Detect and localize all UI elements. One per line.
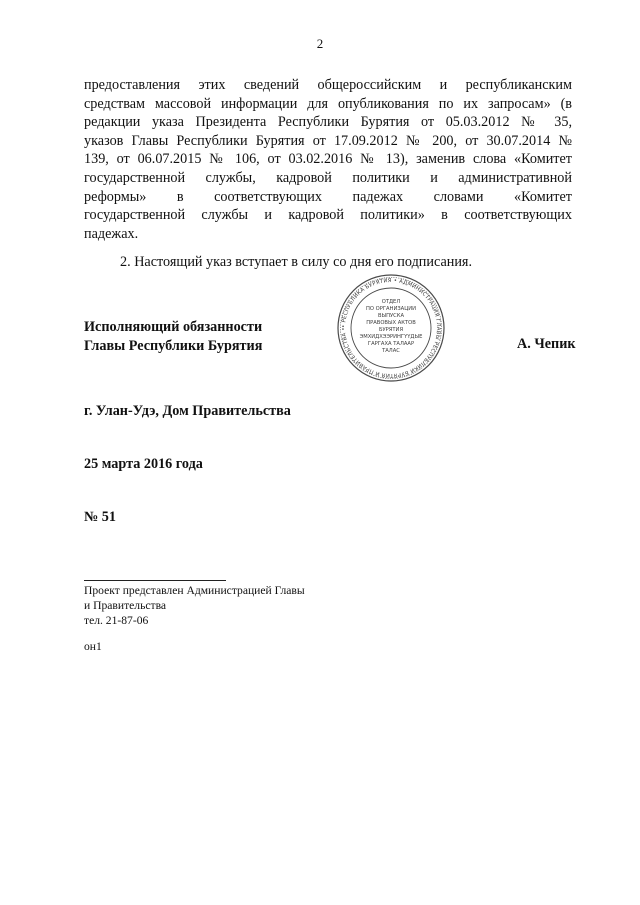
paragraph-line: государственной службы и кадровой политики» в соответствующих xyxy=(84,207,572,224)
stamp-inner-line: ПРАВОВЫХ АКТОВ xyxy=(366,320,416,326)
stamp-inner-line: ТАЛАС xyxy=(382,348,400,354)
footnote xyxy=(84,583,305,628)
paragraph-line: предоставления этих сведений общероссийским и республиканским xyxy=(84,77,572,93)
paragraph-line: редакции указа Президента Республики Бурятия от 05.03.2012 № 35, xyxy=(84,114,572,131)
document-date: 25 марта 2016 года xyxy=(84,456,203,472)
stamp-inner-line: БУРЯТИЯ xyxy=(378,327,404,333)
paragraph-line: средствам массовой информации для опубликования по их запросам» (в xyxy=(84,95,572,112)
paragraph-line: падежах. xyxy=(84,225,139,242)
footnote-line-1: Проект представлен Администрацией Главы xyxy=(84,584,305,597)
document-number: № 51 xyxy=(84,509,116,525)
signatory-title xyxy=(84,318,262,356)
signatory-title-line-1: Исполняющий обязанности xyxy=(84,319,263,335)
place-of-signing: г. Улан-Удэ, Дом Правительства xyxy=(84,403,291,419)
body-paragraph-1 xyxy=(84,76,572,243)
paragraph-line: 139, от 06.07.2015 № 106, от 03.02.2016 № 13), заменив слова «Комитет xyxy=(84,151,572,168)
stamp-inner-line: ЭМХИДХЭЭРИНГҮҮДЫЕ xyxy=(359,334,423,340)
paragraph-line: государственной службы, кадровой политики и административной xyxy=(84,169,572,186)
stamp-inner-line: ГАРГАХА ТАЛААР xyxy=(367,341,415,347)
document-code: он1 xyxy=(84,640,102,653)
page-number: 2 xyxy=(316,36,324,51)
paragraph-line: указов Главы Республики Бурятия от 17.09.2012 № 200, от 30.07.2014 № xyxy=(84,132,572,149)
footnote-line-2: и Правительства xyxy=(84,599,167,612)
stamp-inner-line: ВЫПУСКА xyxy=(377,313,405,319)
footnote-phone: тел. 21-87-06 xyxy=(84,614,149,627)
official-stamp xyxy=(336,273,446,383)
signatory-title-line-2: Главы Республики Бурятия xyxy=(84,338,263,354)
body-paragraph-2: 2. Настоящий указ вступает в силу со дня его подписания. xyxy=(120,254,473,270)
paragraph-line: реформы» в соответствующих падежах словами «Комитет xyxy=(84,188,572,205)
signatory-name: А. Чепик xyxy=(517,336,576,352)
stamp-inner-line: ПО ОРГАНИЗАЦИИ xyxy=(365,306,417,312)
stamp-inner-line: ОТДЕЛ xyxy=(381,299,401,305)
stamp-outer-text: • РЕСПУБЛИКА БУРЯТИЯ • АДМИНИСТРАЦИЯ ГЛАВЫ РЕСПУБЛИКИ БУРЯТИЯ И ПРАВИТЕЛЬСТВА • xyxy=(340,277,442,379)
footnote-divider xyxy=(84,580,226,581)
